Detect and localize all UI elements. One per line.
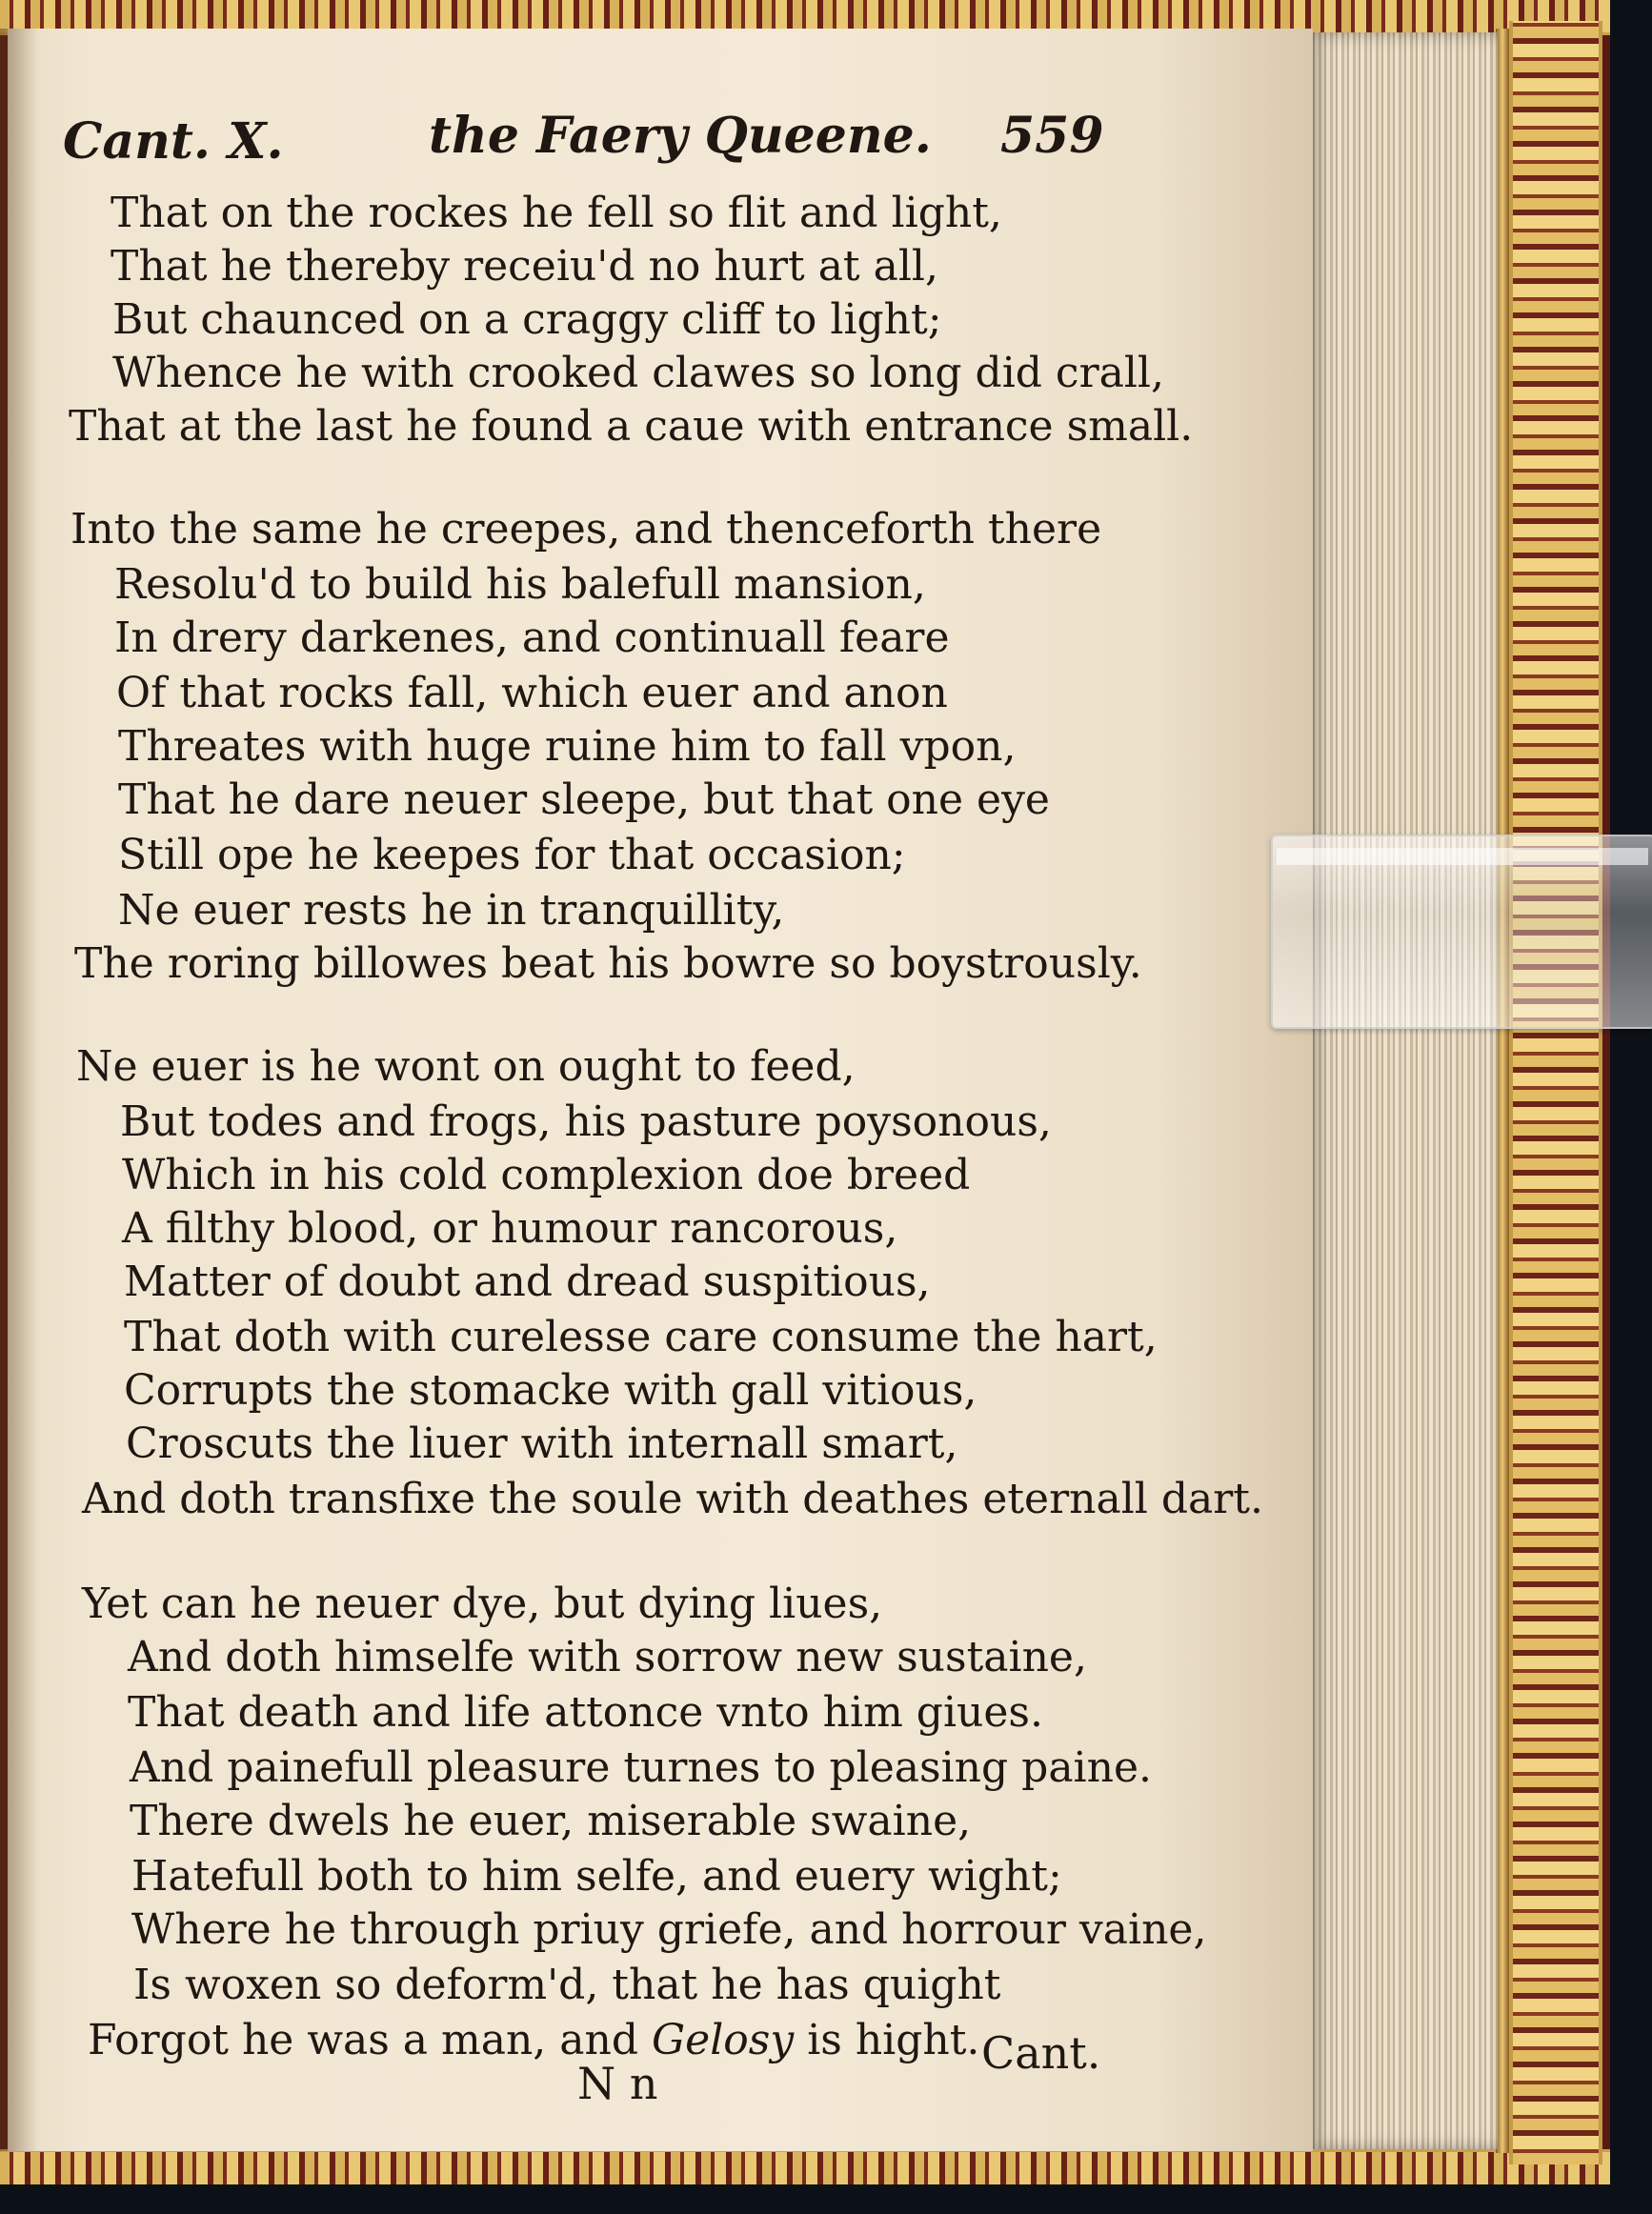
verse-line: Ne euer is he wont on ought to feed,: [76, 1042, 856, 1091]
verse-line: That on the rockes he fell so flit and light,: [111, 189, 1002, 237]
verse-line: Matter of doubt and dread suspitious,: [124, 1258, 931, 1306]
gilt-border-right: [1509, 21, 1602, 2164]
verse-line: Croscuts the liuer with internall smart,: [126, 1419, 958, 1468]
verse-line: Which in his cold complexion doe breed: [122, 1151, 971, 1199]
verse-line: Where he through priuy griefe, and horrour vaine,: [131, 1905, 1207, 1954]
page-number: 559: [1000, 107, 1104, 165]
running-head-title: the Faery Queene.: [429, 107, 932, 165]
verse-line: Corrupts the stomacke with gall vitious,: [124, 1366, 977, 1415]
gilt-border-bottom: [0, 2149, 1610, 2184]
verse-line: Resolu'd to build his balefull mansion,: [114, 560, 926, 609]
verse-line: That he dare neuer sleepe, but that one eye: [118, 775, 1050, 824]
spine-shadow: [0, 29, 38, 2151]
verse-line: And painefull pleasure turnes to pleasing paine.: [130, 1743, 1152, 1792]
verse-line: Ne euer rests he in tranquillity,: [118, 886, 785, 935]
verse-line-last: [88, 2016, 979, 2064]
verse-line: Into the same he creepes, and thenceforth there: [71, 505, 1102, 554]
verse-italic-name: Gelosy: [652, 2016, 795, 2064]
signature-mark: N n: [577, 2058, 658, 2109]
catchword: Cant.: [981, 2027, 1101, 2079]
verse-line: The roring billowes beat his bowre so boystrously.: [74, 939, 1142, 988]
verse-line: But chaunced on a craggy cliff to light;: [112, 295, 942, 344]
verse-line: Threates with huge ruine him to fall vpon,: [118, 722, 1017, 771]
verse-line: But todes and frogs, his pasture poysonous,: [120, 1097, 1052, 1146]
page-block-edges: [1307, 32, 1498, 2149]
verse-line: Is woxen so deform'd, that he has quight: [133, 1961, 1001, 2009]
page-clip-highlight: [1277, 848, 1648, 865]
verse-text: Forgot he was a man, and: [88, 2016, 653, 2064]
verse-line: Whence he with crooked clawes so long did crall,: [112, 349, 1164, 397]
verse-line: There dwels he euer, miserable swaine,: [130, 1797, 972, 1845]
verse-line: Still ope he keepes for that occasion;: [118, 831, 906, 879]
running-head-left: Cant. X.: [63, 112, 284, 171]
verse-line: Of that rocks fall, which euer and anon: [116, 669, 948, 717]
verse-line: And doth himselfe with sorrow new sustaine,: [128, 1633, 1087, 1681]
verse-line: That at the last he found a caue with entrance small.: [69, 402, 1194, 451]
gilt-edge-right: [1496, 29, 1509, 2153]
verse-line: Yet can he neuer dye, but dying liues,: [82, 1580, 883, 1628]
verse-line: A filthy blood, or humour rancorous,: [122, 1204, 898, 1253]
verse-text: is hight.: [794, 2016, 980, 2064]
verse-line: That doth with curelesse care consume the hart,: [124, 1313, 1158, 1361]
verse-line: And doth transfixe the soule with deathes eternall dart.: [82, 1475, 1263, 1523]
verse-line: That death and life attonce vnto him giues.: [128, 1688, 1043, 1737]
verse-line: That he thereby receiu'd no hurt at all,: [111, 242, 938, 291]
verse-line: In drery darkenes, and continuall feare: [114, 614, 950, 662]
verse-line: Hatefull both to him selfe, and euery wight;: [131, 1852, 1062, 1901]
